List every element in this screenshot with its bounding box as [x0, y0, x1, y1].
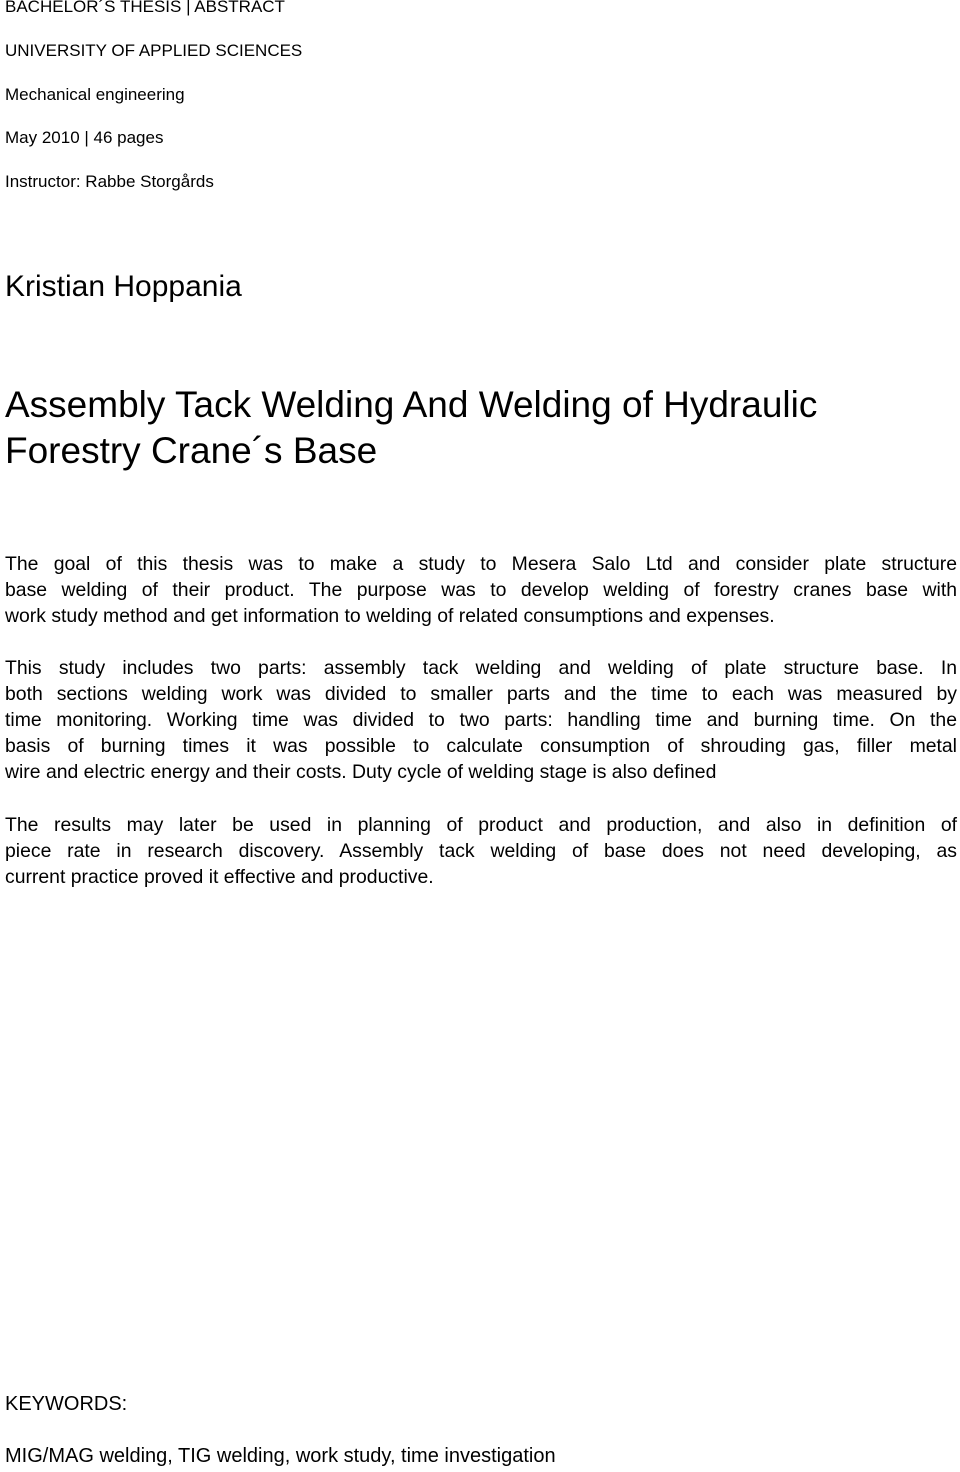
abstract-paragraph-3	[5, 812, 957, 890]
paragraph-line: both sections welding work was divided to smaller parts and the time to each was measured by	[5, 683, 957, 705]
paragraph-line: current practice proved it effective and productive.	[5, 866, 434, 888]
paragraph-line: This study includes two parts: assembly tack welding and welding of plate structure base. In	[5, 657, 957, 679]
thesis-type-line: BACHELOR´S THESIS | ABSTRACT	[5, 0, 285, 16]
keywords-label: KEYWORDS:	[5, 1393, 128, 1415]
thesis-title	[5, 382, 960, 474]
abstract-paragraph-1	[5, 551, 957, 629]
paragraph-line: The results may later be used in planning of product and production, and also in definition of	[5, 814, 957, 836]
paragraph-line: time monitoring. Working time was divided to two parts: handling time and burning time. On the	[5, 709, 957, 731]
university-name: UNIVERSITY OF APPLIED SCIENCES	[5, 41, 303, 60]
paragraph-line: base welding of their product. The purpose was to develop welding of forestry cranes base with	[5, 579, 957, 601]
paragraph-line: The goal of this thesis was to make a study to Mesera Salo Ltd and consider plate structure	[5, 553, 957, 575]
instructor-name: Instructor: Rabbe Storgårds	[5, 172, 214, 191]
paragraph-line: wire and electric energy and their costs. Duty cycle of welding stage is also defined	[5, 761, 717, 783]
author-name: Kristian Hoppania	[5, 270, 242, 303]
thesis-title-line: Assembly Tack Welding And Welding of Hydraulic	[5, 384, 818, 425]
paragraph-line: piece rate in research discovery. Assembly tack welding of base does not need developing, as	[5, 840, 957, 862]
date-and-pages: May 2010 | 46 pages	[5, 128, 164, 147]
thesis-title-line: Forestry Crane´s Base	[5, 430, 378, 471]
department-name: Mechanical engineering	[5, 85, 185, 104]
abstract-paragraph-2	[5, 655, 957, 785]
paragraph-line: basis of burning times it was possible to calculate consumption of shrouding gas, filler metal	[5, 735, 957, 757]
keywords-list: MIG/MAG welding, TIG welding, work study, time investigation	[5, 1445, 556, 1467]
paragraph-line: work study method and get information to welding of related consumptions and expenses.	[5, 605, 775, 627]
